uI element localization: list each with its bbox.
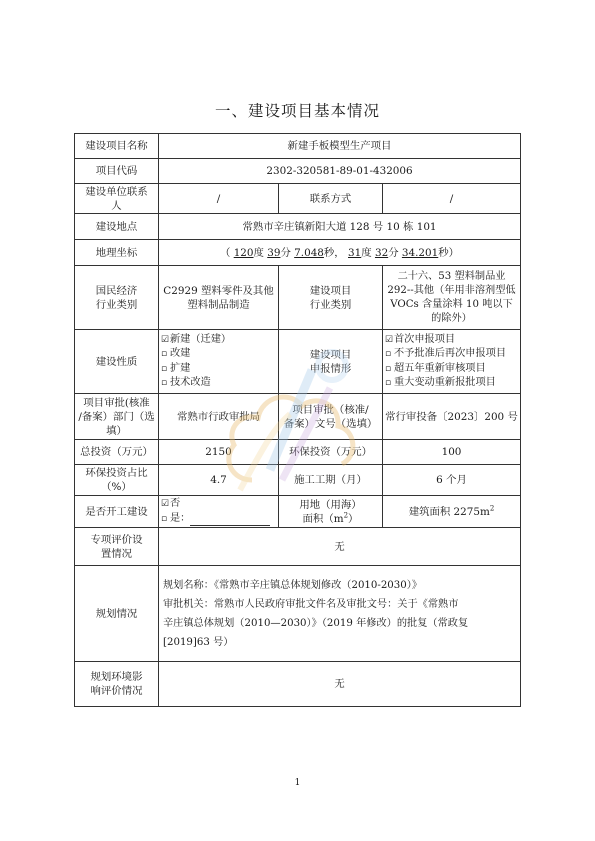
value-env-investment: 100: [383, 440, 521, 465]
page-number: 1: [294, 778, 301, 788]
unchecked-checkbox-icon[interactable]: ▫: [161, 363, 168, 374]
lon-deg: 120: [233, 246, 254, 259]
unchecked-checkbox-icon[interactable]: ▫: [385, 378, 392, 388]
planning-line: [2019]63 号）: [163, 636, 234, 648]
label-land-area: 用地（用海） 面积$(m^2)$: [279, 496, 383, 528]
option-first-application[interactable]: ☑首次申报项目: [385, 333, 518, 348]
row-ratio: [75, 465, 521, 496]
lon-min: 39: [267, 246, 281, 259]
checked-checkbox-icon[interactable]: ☑: [161, 499, 170, 509]
value-industry: C2929 塑料零件及其他 塑料制品制造: [159, 266, 279, 330]
unchecked-checkbox-icon[interactable]: ▫: [161, 378, 168, 388]
label-started: 是否开工建设: [75, 496, 159, 528]
unchecked-checkbox-icon[interactable]: ▫: [385, 349, 392, 359]
option-new[interactable]: ☑新建（迁建）: [161, 333, 276, 348]
label-contact-method: 联系方式: [279, 184, 383, 214]
unchecked-checkbox-icon[interactable]: ▫: [385, 363, 392, 374]
row-started: [75, 496, 521, 528]
started-options: [159, 496, 279, 528]
label-nature: 建设性质: [75, 330, 159, 394]
value-project-category: 二十六、53 塑料制品业 292--其他（年用非溶剂型低 VOCs 含量涂料 10 吨以下 的除外）: [383, 266, 521, 330]
value-planning-env: 无: [159, 662, 521, 707]
row-special-eval: [75, 528, 521, 566]
value-planning: [159, 566, 521, 662]
lon-sec: 7.048: [294, 246, 324, 259]
row-contact: [75, 184, 521, 214]
value-contact-person: /: [159, 184, 279, 214]
label-env-ratio: 环保投资占比 （%）: [75, 465, 159, 496]
label-project-code: 项目代码: [75, 159, 159, 184]
option-no[interactable]: ☑否: [161, 497, 276, 512]
option-rebuild[interactable]: ▫ 改建: [161, 347, 276, 362]
label-construction-period: 施工工期（月）: [279, 465, 383, 496]
planning-line: 审批机关：常熟市人民政府审批文件名及审批文号：关于《常熟市: [163, 598, 459, 610]
label-env-investment: 环保投资（万元）: [279, 440, 383, 465]
lat-min: 32: [374, 246, 389, 259]
label-coordinates: 地理坐标: [75, 240, 159, 266]
value-construction-period: 6 个月: [383, 465, 521, 496]
option-major-change[interactable]: ▫ 重大变动重新报批项目: [385, 376, 518, 391]
label-approval-doc: 项目审批（核准/ 备案）文号（选填）: [279, 394, 383, 440]
value-approval-dept: 常熟市行政审批局: [159, 394, 279, 440]
row-nature: [75, 330, 521, 394]
option-five-year-review[interactable]: ▫ 超五年重新审核项目: [385, 362, 518, 377]
label-application-case: 建设项目 申报情形: [279, 330, 383, 394]
row-coordinates: [75, 240, 521, 266]
label-industry: 国民经济 行业类别: [75, 266, 159, 330]
option-expand[interactable]: ▫ 扩建: [161, 362, 276, 377]
value-project-name: 新建手板模型生产项目: [159, 134, 521, 159]
value-contact-method: /: [383, 184, 521, 214]
row-project-name: [75, 134, 521, 159]
option-reapply[interactable]: ▫ 不予批准后再次申报项目: [385, 347, 518, 362]
label-planning-env: 规划环境影 响评价情况: [75, 662, 159, 707]
nature-options: [159, 330, 279, 394]
row-planning: [75, 566, 521, 662]
project-info-table: [74, 133, 521, 707]
row-project-code: [75, 159, 521, 184]
value-approval-doc: 常行审投备〔2023〕200 号: [383, 394, 521, 440]
label-special-eval: 专项评价设 置情况: [75, 528, 159, 566]
unchecked-checkbox-icon[interactable]: ▫: [161, 349, 168, 359]
application-options: [383, 330, 521, 394]
option-tech-upgrade[interactable]: ▫ 技术改造: [161, 376, 276, 391]
row-location: [75, 214, 521, 240]
lat-sec: 34.201: [401, 246, 439, 259]
value-special-eval: 无: [159, 528, 521, 566]
option-yes[interactable]: ▫ 是：: [161, 512, 276, 527]
label-total-investment: 总投资（万元）: [75, 440, 159, 465]
value-env-ratio: 4.7: [159, 465, 279, 496]
label-approval-dept: 项目审批(核准 /备案）部门（选 填）: [75, 394, 159, 440]
yes-detail-field[interactable]: [190, 515, 270, 526]
lat-deg: 31: [348, 246, 362, 259]
label-project-category: 建设项目 行业类别: [279, 266, 383, 330]
unchecked-checkbox-icon[interactable]: ▫: [161, 513, 168, 524]
value-coordinates: （ 120度 39分 7.048秒， 31度 32分 34.201秒）: [159, 240, 521, 266]
row-investment: [75, 440, 521, 465]
row-industry: [75, 266, 521, 330]
row-planning-env: [75, 662, 521, 707]
row-approval: [75, 394, 521, 440]
label-planning: 规划情况: [75, 566, 159, 662]
value-project-code: 2302-320581-89-01-432006: [159, 159, 521, 184]
value-total-investment: 2150: [159, 440, 279, 465]
checked-checkbox-icon[interactable]: ☑: [385, 334, 394, 345]
planning-line: 辛庄镇总体规划（2010—2030）》（2019 年修改）的批复（常政复: [163, 617, 469, 629]
value-land-area: 建筑面积 $2275m^2$: [383, 496, 521, 528]
value-location: 常熟市辛庄镇新阳大道 128 号 10 栋 101: [159, 214, 521, 240]
label-location: 建设地点: [75, 214, 159, 240]
page-title: 一、建设项目基本情况: [214, 102, 380, 120]
label-project-name: 建设项目名称: [75, 134, 159, 159]
planning-line: 规划名称：《常熟市辛庄镇总体规划修改（2010-2030）》: [163, 579, 423, 591]
checked-checkbox-icon[interactable]: ☑: [161, 334, 170, 345]
label-contact: 建设单位联系 人: [75, 184, 159, 214]
